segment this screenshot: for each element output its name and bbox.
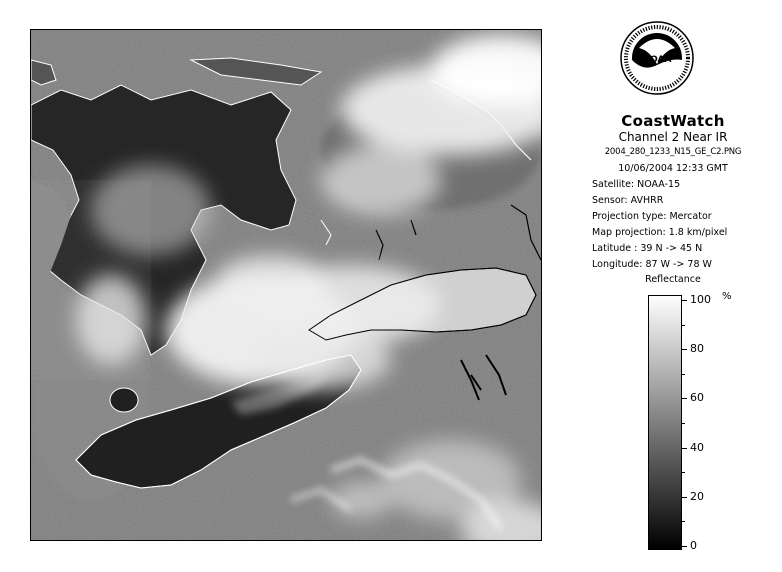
product-title: CoastWatch: [621, 112, 725, 130]
colorbar-tick-label: 60: [690, 391, 704, 405]
noaa-logo-text: NOAA: [642, 55, 672, 65]
colorbar-minor-tick: [682, 374, 685, 375]
colorbar-minor-tick: [682, 472, 685, 473]
colorbar-tick-label: 100: [690, 293, 711, 306]
projection-type-label: Projection type: Mercator: [592, 211, 712, 222]
colorbar-minor-tick: [682, 423, 685, 424]
colorbar-title: Reflectance: [645, 274, 701, 285]
colorbar-tick: [682, 546, 687, 547]
colorbar-tick: [682, 448, 687, 449]
reflectance-colorbar: [648, 295, 682, 550]
colorbar-tick: [682, 300, 687, 301]
sensor-label: Sensor: AVHRR: [592, 195, 664, 206]
colorbar-minor-tick: [682, 325, 685, 326]
file-name: 2004_280_1233_N15_GE_C2.PNG: [604, 147, 742, 157]
longitude-label: Longitude: 87 W -> 78 W: [592, 259, 712, 270]
lake-st-clair: [110, 388, 138, 412]
colorbar-tick-label: 20: [690, 489, 704, 503]
colorbar-unit: %: [722, 291, 732, 302]
satellite-label: Satellite: NOAA-15: [592, 179, 681, 190]
colorbar-tick-label: 40: [690, 440, 704, 454]
channel-name: Channel 2 Near IR: [618, 130, 728, 144]
acquisition-datetime: 10/06/2004 12:33 GMT: [618, 163, 728, 174]
colorbar-minor-tick: [682, 521, 685, 522]
map-projection-label: Map projection: 1.8 km/pixel: [592, 227, 728, 238]
satellite-map-svg: [31, 30, 542, 541]
noaa-logo: [619, 20, 695, 110]
colorbar-tick-label: 80: [690, 342, 704, 356]
colorbar-tick: [682, 497, 687, 498]
latitude-label: Latitude : 39 N -> 45 N: [592, 243, 703, 254]
colorbar-tick: [682, 398, 687, 399]
satellite-image: [30, 29, 542, 541]
colorbar-tick: [682, 349, 687, 350]
colorbar-tick-label: 0: [690, 539, 697, 552]
